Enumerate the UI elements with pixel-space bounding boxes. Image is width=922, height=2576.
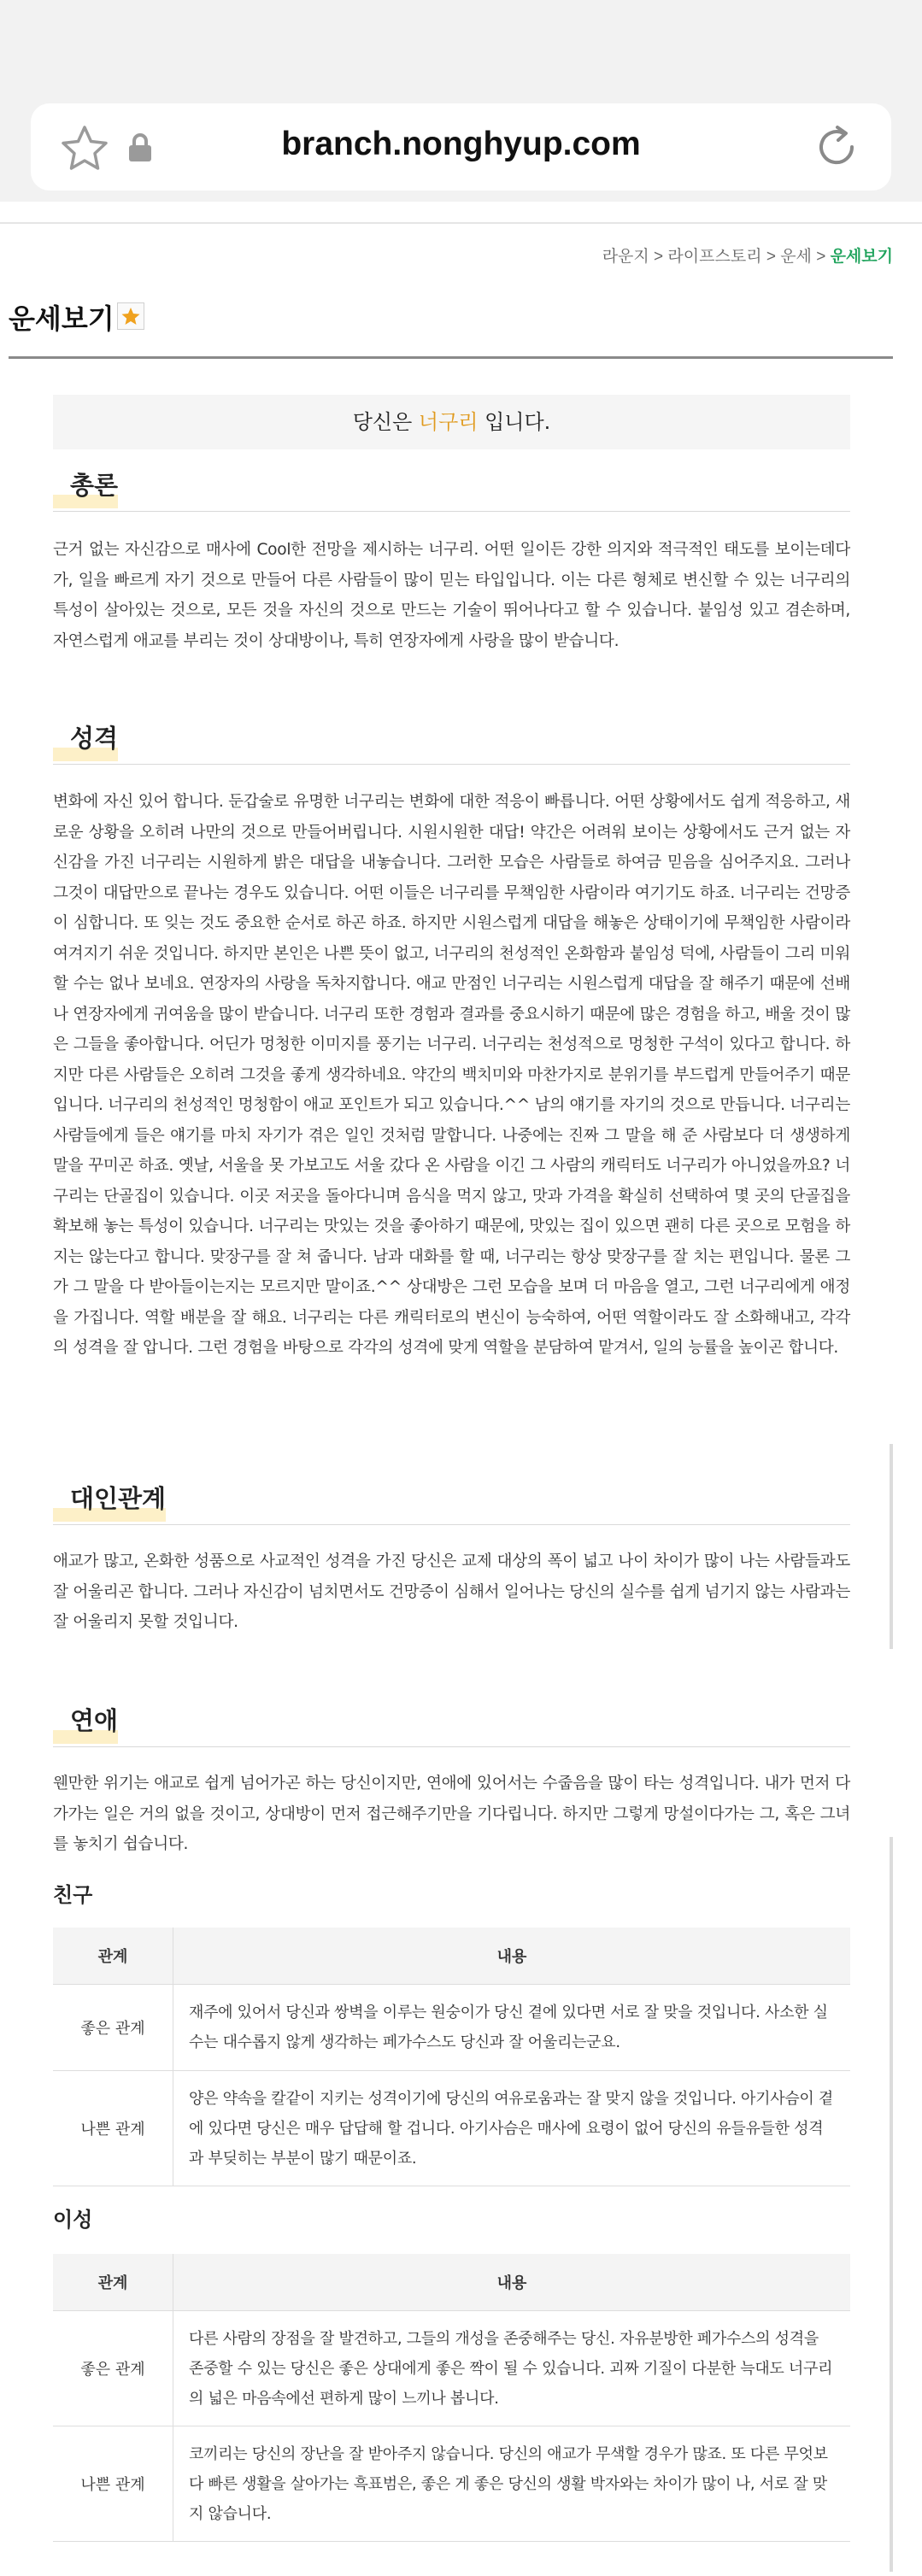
relation-desc: 재주에 있어서 당신과 쌍벽을 이루는 원숭이가 당신 곁에 있다면 서로 잘 맞을 것입니다. 사소한 실수는 대수롭지 않게 생각하는 페가수스도 당신과 잘 어울리는군요. [173,1985,851,2071]
title-rule [9,356,893,359]
table-row [53,2311,850,2426]
breadcrumb-sep: > [649,248,668,266]
breadcrumb-lifestory[interactable]: 라이프스토리 [667,248,762,266]
lover-table [53,2254,850,2542]
section-title-relations: 대인관계 [53,1480,166,1515]
table-row [53,2426,850,2542]
result-banner [53,395,850,449]
reload-icon[interactable] [812,122,861,172]
breadcrumb-sep: > [811,248,831,266]
relation-desc: 코끼리는 당신의 장난을 잘 받아주지 않습니다. 당신의 애교가 무색할 경우가 많죠. 또 다른 무엇보다 빠른 생활을 살아가는 흑표범은, 좋은 게 좋은 당신의 생활 박자와는 차이가 많이 나, 서로 잘 맞지 않습니다. [173,2426,851,2542]
column-header: 내용 [173,2254,851,2311]
lover-table-title: 이성 [53,2208,93,2232]
result-prefix: 당신은 [352,410,419,434]
page-title: 운세보기 [9,303,115,334]
breadcrumb [602,244,893,267]
summary-text: 근거 없는 자신감으로 매사에 Cool한 전망을 제시하는 너구리. 어떤 일이든 강한 의지와 적극적인 태도를 보이는데다가, 일을 빠르게 자기 것으로 만들어 다른 사람들이 많이 믿는 타입입니다. 이는 다른 형체로 변신할 수 있는 너구리의 특성이 살아있는 것으로, 모든 것을 자신의 것으로 만드는 기술이 뛰어나다고 할 수 있습니다. 붙임성 있고 겸손하며, 자연스럽게 애교를 부리는 것이 상대방이나, 특히 연장자에게 사랑을 많이 받습니다. [53,541,850,650]
relation-desc: 양은 약속을 칼같이 지키는 성격이기에 당신의 여유로움과는 잘 맞지 않을 것입니다. 아기사슴이 곁에 있다면 당신은 매우 답답해 할 겁니다. 아기사슴은 매사에 요령이 없어 당신의 유들유들한 성격과 부딪히는 부분이 많기 때문이죠. [173,2071,851,2186]
breadcrumb-sep: > [761,248,781,266]
relations-text: 애교가 많고, 온화한 성품으로 사교적인 성격을 가진 당신은 교제 대상의 폭이 넓고 나이 차이가 많이 나는 사람들과도 잘 어울리곤 합니다. 그러나 자신감이 넘치면서도 건망증이 심해서 일어나는 당신의 실수를 쉽게 넘기지 않는 사람과는 잘 어울리지 못할 것입니다. [53,1552,850,1631]
relation-type: 나쁜 관계 [53,2071,173,2186]
friend-table-title: 친구 [53,1883,93,1907]
relation-type: 나쁜 관계 [53,2426,173,2542]
breadcrumb-lounge[interactable]: 라운지 [602,248,649,266]
favorite-star-icon [118,303,144,329]
love-text: 웬만한 위기는 애교로 쉽게 넘어가곤 하는 당신이지만, 연애에 있어서는 수줍음을 많이 타는 성격입니다. 내가 먼저 다가가는 일은 거의 없을 것이고, 상대방이 먼저 접근해주기만을 기다립니다. 하지만 그렇게 망설이다가는 그, 혹은 그녀를 놓치기 쉽습니다. [53,1775,850,1853]
favorite-button[interactable] [117,302,144,330]
address-bar[interactable] [31,103,891,191]
table-row [53,1985,850,2071]
header-divider [0,222,922,224]
table-row [53,2071,850,2186]
section-divider [53,764,850,765]
url-text: branch.nonghyup.com [281,126,641,162]
breadcrumb-fortune[interactable]: 운세 [780,248,812,266]
relation-desc: 다른 사람의 장점을 잘 발견하고, 그들의 개성을 존중해주는 당신. 자유분방한 페가수스의 성격을 존중할 수 있는 당신은 좋은 상대에게 좋은 짝이 될 수 있습니다. 괴짜 기질이 다분한 늑대도 너구리의 넓은 마음속에선 편하게 많이 느끼나 봅니다. [173,2311,851,2426]
personality-text: 변화에 자신 있어 합니다. 둔갑술로 유명한 너구리는 변화에 대한 적응이 빠릅니다. 어떤 상황에서도 쉽게 적응하고, 새로운 상황을 오히려 나만의 것으로 만들어버립니다. 시원시원한 대답! 약간은 어려워 보이는 상황에서도 근거 없는 자신감을 가진 너구리는 시원하게 밝은 대답을 내놓습니다. 그러한 모습은 사람들로 하여금 믿음을 심어주지요. 그러나 그것이 대답만으로 끝나는 경우도 있습니다. 어떤 이들은 너구리를 무책임한 사람이라 여기기도 하죠. 너구리는 건망증이 심합니다. 또 잊는 것도 중요한 순서로 하곤 하죠. 하지만 시원스럽게 대답을 해놓은 상태이기에 무책임한 사람이라 여겨지기 쉬운 것입니다. 하지만 본인은 나쁜 뜻이 없고, 너구리의 천성적인 온화함과 붙임성 덕에, 사람들이 그리 미워할 수는 없나 보네요. 연장자의 사랑을 독차지합니다. 애교 만점인 너구리는 시원스럽게 대답을 잘 해주기 때문에 선배나 연장자에게 귀여움을 많이 받습니다. 너구리 또한 경험과 결과를 중요시하기 때문에 많은 경험을 하고, 배울 것이 많은 그들을 좋아합니다. 어딘가 멍청한 이미지를 풍기는 너구리. 너구리는 천성적으로 멍청한 구석이 있다고 합니다. 하지만 다른 사람들은 오히려 그것을 좋게 생각하네요. 약간의 백치미와 마찬가지로 분위기를 부드럽게 만들어주기 때문입니다. 너구리의 천성적인 멍청함이 애교 포인트가 되고 있습니다.^^ 남의 얘기를 자기의 것으로 만듭니다. 너구리는 사람들에게 들은 얘기를 마치 자기가 겪은 일인 것처럼 말합니다. 나중에는 진짜 그 말을 해 준 사람보다 더 생생하게 말을 꾸미곤 하죠. 옛날, 서울을 못 가보고도 서울 갔다 온 사람을 이긴 그 사람의 캐릭터도 너구리가 아니었을까요? 너구리는 단골집이 있습니다. 이곳 저곳을 돌아다니며 음식을 먹지 않고, 맛과 가격을 확실히 선택하여 몇 곳의 단골집을 확보해 놓는 특성이 있습니다. 너구리는 맛있는 것을 좋아하기 때문에, 맛있는 집이 있으면 괜히 다른 곳으로 모험을 하지는 않는다고 합니다. 맞장구를 잘 쳐 줍니다. 남과 대화를 할 때, 너구리는 항상 맞장구를 잘 치는 편입니다. 물론 그가 그 말을 다 받아들이는지는 모르지만 말이죠.^^ 상대방은 그런 모습을 보며 더 마음을 열고, 그런 너구리에게 애정을 가집니다. 역할 배분을 잘 해요. 너구리는 다른 캐릭터로의 변신이 능숙하여, 어떤 역할이라도 잘 소화해내고, 각각의 성격을 잘 압니다. 그런 경험을 바탕으로 각각의 성격에 맞게 역할을 분담하여 맡겨서, 일의 능률을 높이곤 합니다. [53,793,850,1357]
result-animal: 너구리 [418,410,479,434]
section-title-personality: 성격 [53,719,118,754]
column-header: 관계 [53,1928,173,1985]
result-suffix: 입니다. [478,410,551,434]
section-title-love: 연애 [53,1702,118,1737]
scrollbar[interactable] [890,1837,893,2572]
section-divider [53,511,850,512]
scrollbar[interactable] [890,1444,893,1649]
relation-type: 좋은 관계 [53,1985,173,2071]
relation-type: 좋은 관계 [53,2311,173,2426]
friend-table [53,1928,850,2186]
section-divider [53,1746,850,1747]
breadcrumb-current: 운세보기 [830,248,893,266]
column-header: 관계 [53,2254,173,2311]
column-header: 내용 [173,1928,851,1985]
section-divider [53,1524,850,1525]
browser-toolbar [0,0,922,202]
section-title-summary: 총론 [53,466,118,502]
